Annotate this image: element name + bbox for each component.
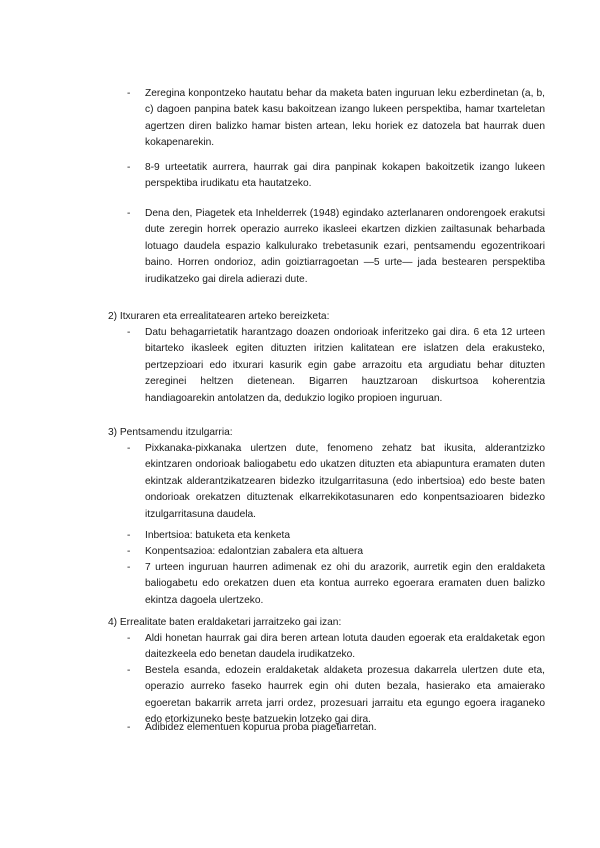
bullet-dash: - [127, 327, 131, 338]
list-item [127, 663, 545, 729]
list-item-text: 8-9 urteetatik aurrera, haurrak gai dira panpinak kokapen bakoitzetik izango lukeen perspektiba irudikatu eta hautatzeko. [145, 162, 545, 190]
bullet-dash: - [127, 665, 131, 676]
list-item [127, 441, 545, 523]
list-item-text: Bestela esanda, edozein eraldaketak aldaketa prozesua dakarrela ulertzen dute eta, operazio aurreko faseko haurrek egin ohi duten bezala, hasierako eta amaierako egoeretan bakarrik arreta jarri ordez, prozesuari jarraitu eta egungo egoera iraganeko edo etorkizuneko beste batzuekin lotzeko gai dira. [145, 665, 545, 726]
section-heading: 4) Errealitate baten eraldaketari jarraitzeko gai izan: [108, 617, 342, 628]
bullet-dash: - [127, 562, 131, 573]
section-heading: 3) Pentsamendu itzulgarria: [108, 427, 233, 438]
list-item-text: Zeregina konpontzeko hautatu behar da maketa baten inguruan leku ezberdinetan (a, b, c) dagoen panpina batek kasu bakoitzean izango lukeen perspektiba, hamar txarteletan agertzen diren balizko hamar bisten artean, leku horiek ez datozela bat haurrak duen kokapenarekin. [145, 88, 545, 149]
list-item-text: Aldi honetan haurrak gai dira beren artean lotuta dauden egoerak eta eraldaketak egon daitezkeela edo benetan daudela irudikatzeko. [145, 633, 545, 661]
list-item [127, 325, 545, 407]
list-item [127, 560, 545, 609]
list-item-text: Dena den, Piagetek eta Inhelderrek (1948) egindako azterlanaren ondorengoek erakutsi dute zeregin horrek operazio aurreko ikasleei ekartzen dizkien zailtasunak beharbada lotuago daudela espazio kalkulurako trebetasunik ezari, pentsamendu egozentrikoari baino. Horren ondorioz, adin goiztiarragoetan —5 urte— jada bestearen perspektiba irudikatzeko gai direla adierazi dute. [145, 208, 545, 285]
list-item [127, 631, 545, 664]
list-item [127, 86, 545, 152]
list-item [127, 528, 545, 544]
list-item-text: Datu behagarrietatik harantzago doazen ondorioak inferitzeko gai dira. 6 eta 12 urteen bitarteko ikasleek egiten dituzten iritzien kalitatean ere islatzen dela erakusteko, pertzepzioari edo itxurari kasurik egin gabe arrazoitu eta argudiatu behar dituzten zereginei heltzen dietenean. Bigarren hauztzaroan diskurtsoa koherentzia handiagoarekin antolatzen da, dedukzio logiko propioen inguruan. [145, 327, 545, 404]
list-item-text: 7 urteen inguruan haurren adimenak ez ohi du arazorik, aurretik egin den eraldaketa baliogabetu edo orekatzen duen eta kontua aurreko egoerara eramaten duen balizko ekintza dagoela ulertzeko. [145, 562, 545, 606]
bullet-dash: - [127, 162, 131, 173]
bullet-dash: - [127, 443, 131, 454]
list-item [127, 720, 545, 736]
list-item [127, 160, 545, 193]
list-item-text: Inbertsioa: batuketa eta kenketa [145, 530, 290, 541]
list-item [127, 206, 545, 288]
bullet-dash: - [127, 530, 131, 541]
bullet-dash: - [127, 88, 131, 99]
section-heading: 2) Itxuraren eta errealitatearen arteko bereizketa: [108, 311, 330, 322]
bullet-dash: - [127, 546, 131, 557]
list-item [127, 544, 545, 560]
list-item-text: Konpentsazioa: edalontzian zabalera eta altuera [145, 546, 364, 557]
bullet-dash: - [127, 208, 131, 219]
bullet-dash: - [127, 722, 131, 733]
bullet-dash: - [127, 633, 131, 644]
list-item-text: Pixkanaka-pixkanaka ulertzen dute, fenomeno zehatz bat ikusita, alderantzizko ekintzaren ondorioak baliogabetu edo ukatzen dituzten eta abiapuntura eramaten duten ekintzak alderantzikatzearen bidezko itzulgarritasuna (edo inbertsioa) edo beste baten ondorioak orekatzen dituztenak elkarrekikotasunaren edo konpentsazioaren bidezko itzulgarritasuna daudela. [145, 443, 545, 520]
list-item-text: Adibidez elementuen kopurua proba piagetiarretan. [145, 722, 377, 733]
